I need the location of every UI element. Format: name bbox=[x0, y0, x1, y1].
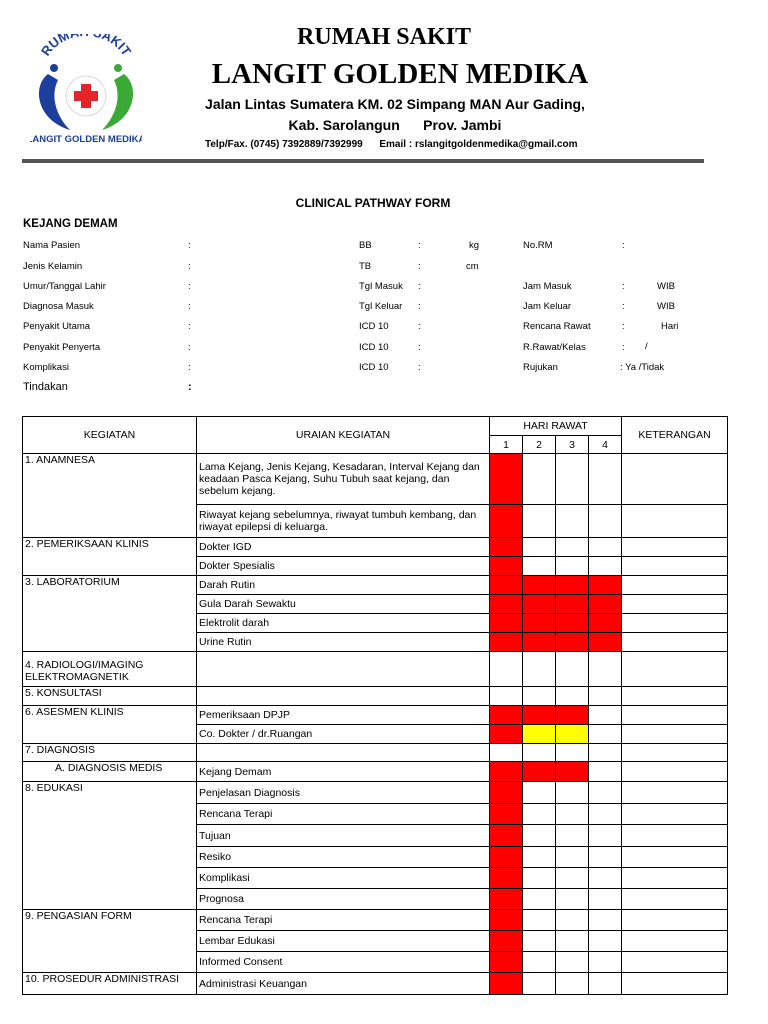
keterangan-cell bbox=[622, 706, 728, 725]
colon: : bbox=[188, 381, 192, 393]
day-cell bbox=[589, 454, 622, 505]
day-cell-filled bbox=[490, 804, 523, 825]
header-keterangan: KETERANGAN bbox=[622, 417, 728, 454]
day-cell bbox=[490, 744, 523, 762]
day-cell-filled bbox=[490, 952, 523, 973]
keterangan-cell bbox=[622, 762, 728, 782]
day-cell bbox=[589, 910, 622, 931]
day-cell bbox=[556, 952, 589, 973]
day-cell bbox=[556, 652, 589, 687]
field-tindakan: Tindakan bbox=[23, 381, 68, 393]
unit-cm: cm bbox=[466, 261, 479, 272]
item-lembar-edukasi: Lembar Edukasi bbox=[197, 931, 490, 952]
day-cell bbox=[523, 538, 556, 557]
day-cell-filled bbox=[556, 614, 589, 633]
field-jam-masuk: Jam Masuk bbox=[523, 281, 572, 292]
day-cell bbox=[556, 744, 589, 762]
day-cell-filled bbox=[490, 557, 523, 576]
field-umur: Umur/Tanggal Lahir bbox=[23, 281, 106, 292]
day-cell bbox=[490, 652, 523, 687]
day-cell bbox=[523, 454, 556, 505]
colon: : bbox=[188, 362, 191, 373]
keterangan-cell bbox=[622, 557, 728, 576]
day-cell-filled bbox=[490, 505, 523, 538]
day-cell-filled bbox=[490, 868, 523, 889]
item-elektrolit: Elektrolit darah bbox=[197, 614, 490, 633]
item-informed-consent: Informed Consent bbox=[197, 952, 490, 973]
day-cell-filled bbox=[589, 576, 622, 595]
colon: : bbox=[188, 261, 191, 272]
keterangan-cell bbox=[622, 782, 728, 804]
day-cell-filled bbox=[490, 973, 523, 995]
colon: : bbox=[418, 240, 421, 251]
item-rencana-terapi: Rencana Terapi bbox=[197, 804, 490, 825]
item-empty bbox=[197, 744, 490, 762]
day-cell bbox=[556, 505, 589, 538]
item-dokter-igd: Dokter IGD bbox=[197, 538, 490, 557]
field-bb: BB bbox=[359, 240, 372, 251]
day-cell bbox=[556, 868, 589, 889]
field-rujukan: Rujukan bbox=[523, 362, 558, 373]
header-hari-rawat: HARI RAWAT bbox=[490, 417, 622, 436]
slash: / bbox=[645, 341, 648, 352]
item-pemeriksaan-dpjp: Pemeriksaan DPJP bbox=[197, 706, 490, 725]
day-cell-filled bbox=[490, 910, 523, 931]
header-divider bbox=[22, 159, 704, 163]
item-komplikasi: Komplikasi bbox=[197, 868, 490, 889]
colon: : bbox=[622, 321, 625, 332]
colon: : bbox=[622, 240, 625, 251]
item-anamnesa-2: Riwayat kejang sebelumnya, riwayat tumbuh kembang, dan riwayat epilepsi di keluarga. bbox=[197, 505, 490, 538]
section-prosedur-administrasi: 10. PROSEDUR ADMINISTRASI bbox=[23, 973, 197, 995]
field-jenis-kelamin: Jenis Kelamin bbox=[23, 261, 83, 272]
day-cell bbox=[589, 973, 622, 995]
keterangan-cell bbox=[622, 952, 728, 973]
day-cell bbox=[589, 505, 622, 538]
field-rawat-kelas: R.Rawat/Kelas bbox=[523, 342, 586, 353]
section-pemeriksaan-klinis: 2. PEMERIKSAAN KLINIS bbox=[23, 538, 197, 576]
day-cell bbox=[556, 825, 589, 847]
day-cell bbox=[523, 847, 556, 868]
day-cell bbox=[589, 868, 622, 889]
day-cell bbox=[556, 782, 589, 804]
colon: : bbox=[622, 342, 625, 353]
day-cell bbox=[523, 952, 556, 973]
header-day-2: 2 bbox=[523, 436, 556, 454]
day-cell-filled bbox=[523, 706, 556, 725]
day-cell bbox=[589, 557, 622, 576]
day-cell-filled bbox=[490, 931, 523, 952]
section-laboratorium: 3. LABORATORIUM bbox=[23, 576, 197, 652]
day-cell-filled bbox=[490, 538, 523, 557]
day-cell-filled bbox=[556, 595, 589, 614]
keterangan-cell bbox=[622, 505, 728, 538]
section-diagnosis: 7. DIAGNOSIS bbox=[23, 744, 197, 762]
field-komplikasi: Komplikasi bbox=[23, 362, 69, 373]
header-day-3: 3 bbox=[556, 436, 589, 454]
keterangan-cell bbox=[622, 973, 728, 995]
keterangan-cell bbox=[622, 931, 728, 952]
day-cell bbox=[490, 687, 523, 706]
item-rencana-terapi-2: Rencana Terapi bbox=[197, 910, 490, 931]
day-cell-filled bbox=[523, 595, 556, 614]
day-cell bbox=[523, 744, 556, 762]
item-penjelasan-diagnosis: Penjelasan Diagnosis bbox=[197, 782, 490, 804]
header-kegiatan: KEGIATAN bbox=[23, 417, 197, 454]
colon: : bbox=[188, 240, 191, 251]
keterangan-cell bbox=[622, 595, 728, 614]
field-jam-keluar: Jam Keluar bbox=[523, 301, 572, 312]
day-cell bbox=[523, 973, 556, 995]
colon: : bbox=[418, 362, 421, 373]
field-ya-tidak: : Ya /Tidak bbox=[620, 362, 665, 373]
field-icd10: ICD 10 bbox=[359, 342, 389, 353]
keterangan-cell bbox=[622, 614, 728, 633]
field-no-rm: No.RM bbox=[523, 240, 553, 251]
keterangan-cell bbox=[622, 825, 728, 847]
section-pengasian-form: 9. PENGASIAN FORM bbox=[23, 910, 197, 973]
day-cell-filled bbox=[589, 633, 622, 652]
field-rencana-rawat: Rencana Rawat bbox=[523, 321, 591, 332]
form-subtitle: KEJANG DEMAM bbox=[23, 218, 118, 230]
day-cell bbox=[556, 557, 589, 576]
day-cell bbox=[589, 687, 622, 706]
item-tujuan: Tujuan bbox=[197, 825, 490, 847]
day-cell-filled bbox=[490, 454, 523, 505]
field-icd10: ICD 10 bbox=[359, 321, 389, 332]
keterangan-cell bbox=[622, 804, 728, 825]
address-line2: Kab. Sarolangun Prov. Jambi bbox=[288, 117, 502, 133]
unit-wib: WIB bbox=[657, 301, 675, 312]
day-cell bbox=[589, 782, 622, 804]
day-cell bbox=[523, 825, 556, 847]
keterangan-cell bbox=[622, 538, 728, 557]
logo-bottom-text: LANGIT GOLDEN MEDIKA bbox=[30, 134, 142, 145]
day-cell bbox=[523, 889, 556, 910]
day-cell bbox=[523, 652, 556, 687]
day-cell-filled bbox=[490, 825, 523, 847]
day-cell bbox=[556, 889, 589, 910]
item-empty bbox=[197, 652, 490, 687]
colon: : bbox=[418, 261, 421, 272]
day-cell bbox=[523, 557, 556, 576]
section-diagnosis-medis: A. DIAGNOSIS MEDIS bbox=[23, 762, 197, 782]
section-konsultasi: 5. KONSULTASI bbox=[23, 687, 197, 706]
field-icd10: ICD 10 bbox=[359, 362, 389, 373]
section-edukasi: 8. EDUKASI bbox=[23, 782, 197, 910]
day-cell bbox=[523, 931, 556, 952]
day-cell bbox=[523, 505, 556, 538]
day-cell-filled bbox=[490, 614, 523, 633]
item-administrasi-keuangan: Administrasi Keuangan bbox=[197, 973, 490, 995]
field-tgl-masuk: Tgl Masuk bbox=[359, 281, 403, 292]
form-title: CLINICAL PATHWAY FORM bbox=[295, 196, 451, 210]
day-cell bbox=[556, 687, 589, 706]
colon: : bbox=[188, 301, 191, 312]
day-cell-filled bbox=[556, 762, 589, 782]
colon: : bbox=[418, 281, 421, 292]
day-cell bbox=[589, 762, 622, 782]
day-cell-filled bbox=[490, 847, 523, 868]
day-cell bbox=[523, 687, 556, 706]
colon: : bbox=[188, 281, 191, 292]
section-radiologi: 4. RADIOLOGI/IMAGING ELEKTROMAGNETIK bbox=[23, 652, 197, 687]
item-urine-rutin: Urine Rutin bbox=[197, 633, 490, 652]
section-asesmen-klinis: 6. ASESMEN KLINIS bbox=[23, 706, 197, 744]
keterangan-cell bbox=[622, 725, 728, 744]
day-cell-filled bbox=[523, 633, 556, 652]
day-cell bbox=[589, 847, 622, 868]
section-anamnesa: 1. ANAMNESA bbox=[23, 454, 197, 538]
field-diagnosa-masuk: Diagnosa Masuk bbox=[23, 301, 94, 312]
keterangan-cell bbox=[622, 910, 728, 931]
day-cell-filled bbox=[589, 595, 622, 614]
day-cell-filled bbox=[523, 614, 556, 633]
day-cell-filled bbox=[523, 576, 556, 595]
unit-hari: Hari bbox=[661, 321, 679, 332]
day-cell bbox=[589, 825, 622, 847]
day-cell-filled bbox=[490, 762, 523, 782]
keterangan-cell bbox=[622, 744, 728, 762]
logo-top-text: RUM AKIT bbox=[37, 34, 135, 59]
unit-wib: WIB bbox=[657, 281, 675, 292]
colon: : bbox=[622, 281, 625, 292]
hospital-title-line1: RUMAH SAKIT bbox=[296, 24, 471, 50]
day-cell bbox=[556, 910, 589, 931]
keterangan-cell bbox=[622, 576, 728, 595]
day-cell bbox=[589, 804, 622, 825]
day-cell bbox=[556, 804, 589, 825]
hospital-title-line2: LANGIT GOLDEN MEDIKA bbox=[211, 58, 589, 90]
keterangan-cell bbox=[622, 454, 728, 505]
item-darah-rutin: Darah Rutin bbox=[197, 576, 490, 595]
day-cell bbox=[523, 804, 556, 825]
day-cell bbox=[589, 889, 622, 910]
item-co-dokter: Co. Dokter / dr.Ruangan bbox=[197, 725, 490, 744]
keterangan-cell bbox=[622, 847, 728, 868]
day-cell bbox=[523, 868, 556, 889]
colon: : bbox=[418, 301, 421, 312]
day-cell bbox=[589, 952, 622, 973]
contact-line: Telp/Fax. (0745) 7392889/7392999 Email : rslangitgoldenmedika@gmail.com bbox=[205, 139, 578, 150]
field-nama-pasien: Nama Pasien bbox=[23, 240, 81, 251]
item-anamnesa-1: Lama Kejang, Jenis Kejang, Kesadaran, Interval Kejang dan keadaan Pasca Kejang, Suhu Tubuh saat kejang, dan sebelum kejang. bbox=[197, 454, 490, 505]
day-cell bbox=[556, 847, 589, 868]
colon: : bbox=[188, 321, 191, 332]
address-line1: Jalan Lintas Sumatera KM. 02 Simpang MAN Aur Gading, bbox=[205, 96, 585, 112]
day-cell-filled bbox=[490, 706, 523, 725]
keterangan-cell bbox=[622, 687, 728, 706]
colon: : bbox=[622, 301, 625, 312]
item-gula-darah: Gula Darah Sewaktu bbox=[197, 595, 490, 614]
day-cell-filled bbox=[490, 595, 523, 614]
day-cell bbox=[556, 973, 589, 995]
item-dokter-spesialis: Dokter Spesialis bbox=[197, 557, 490, 576]
item-kejang-demam: Kejang Demam bbox=[197, 762, 490, 782]
day-cell bbox=[556, 931, 589, 952]
field-tb: TB bbox=[359, 261, 372, 272]
field-penyakit-penyerta: Penyakit Penyerta bbox=[23, 342, 101, 353]
header-day-4: 4 bbox=[589, 436, 622, 454]
header-uraian: URAIAN KEGIATAN bbox=[197, 417, 490, 454]
clinical-pathway-table bbox=[22, 416, 728, 995]
keterangan-cell bbox=[622, 868, 728, 889]
header-day-1: 1 bbox=[490, 436, 523, 454]
day-cell bbox=[589, 706, 622, 725]
day-cell-filled bbox=[556, 633, 589, 652]
day-cell-filled bbox=[490, 782, 523, 804]
colon: : bbox=[418, 342, 421, 353]
item-empty bbox=[197, 687, 490, 706]
colon: : bbox=[188, 342, 191, 353]
day-cell-filled bbox=[490, 889, 523, 910]
keterangan-cell bbox=[622, 652, 728, 687]
day-cell-filled bbox=[589, 614, 622, 633]
day-cell-filled bbox=[556, 706, 589, 725]
day-cell bbox=[523, 782, 556, 804]
day-cell bbox=[589, 538, 622, 557]
day-cell bbox=[589, 744, 622, 762]
day-cell-filled bbox=[490, 725, 523, 744]
keterangan-cell bbox=[622, 889, 728, 910]
colon: : bbox=[418, 321, 421, 332]
day-cell-filled bbox=[490, 633, 523, 652]
unit-kg: kg bbox=[469, 240, 480, 251]
day-cell-yellow bbox=[523, 725, 556, 744]
field-penyakit-utama: Penyakit Utama bbox=[23, 321, 91, 332]
day-cell bbox=[556, 538, 589, 557]
day-cell bbox=[589, 931, 622, 952]
day-cell bbox=[589, 652, 622, 687]
day-cell bbox=[523, 910, 556, 931]
day-cell bbox=[589, 725, 622, 744]
day-cell-filled bbox=[556, 576, 589, 595]
day-cell-filled bbox=[490, 576, 523, 595]
item-resiko: Resiko bbox=[197, 847, 490, 868]
day-cell bbox=[556, 454, 589, 505]
keterangan-cell bbox=[622, 633, 728, 652]
field-tgl-keluar: Tgl Keluar bbox=[359, 301, 403, 312]
item-prognosa: Prognosa bbox=[197, 889, 490, 910]
day-cell-filled bbox=[523, 762, 556, 782]
day-cell-yellow bbox=[556, 725, 589, 744]
